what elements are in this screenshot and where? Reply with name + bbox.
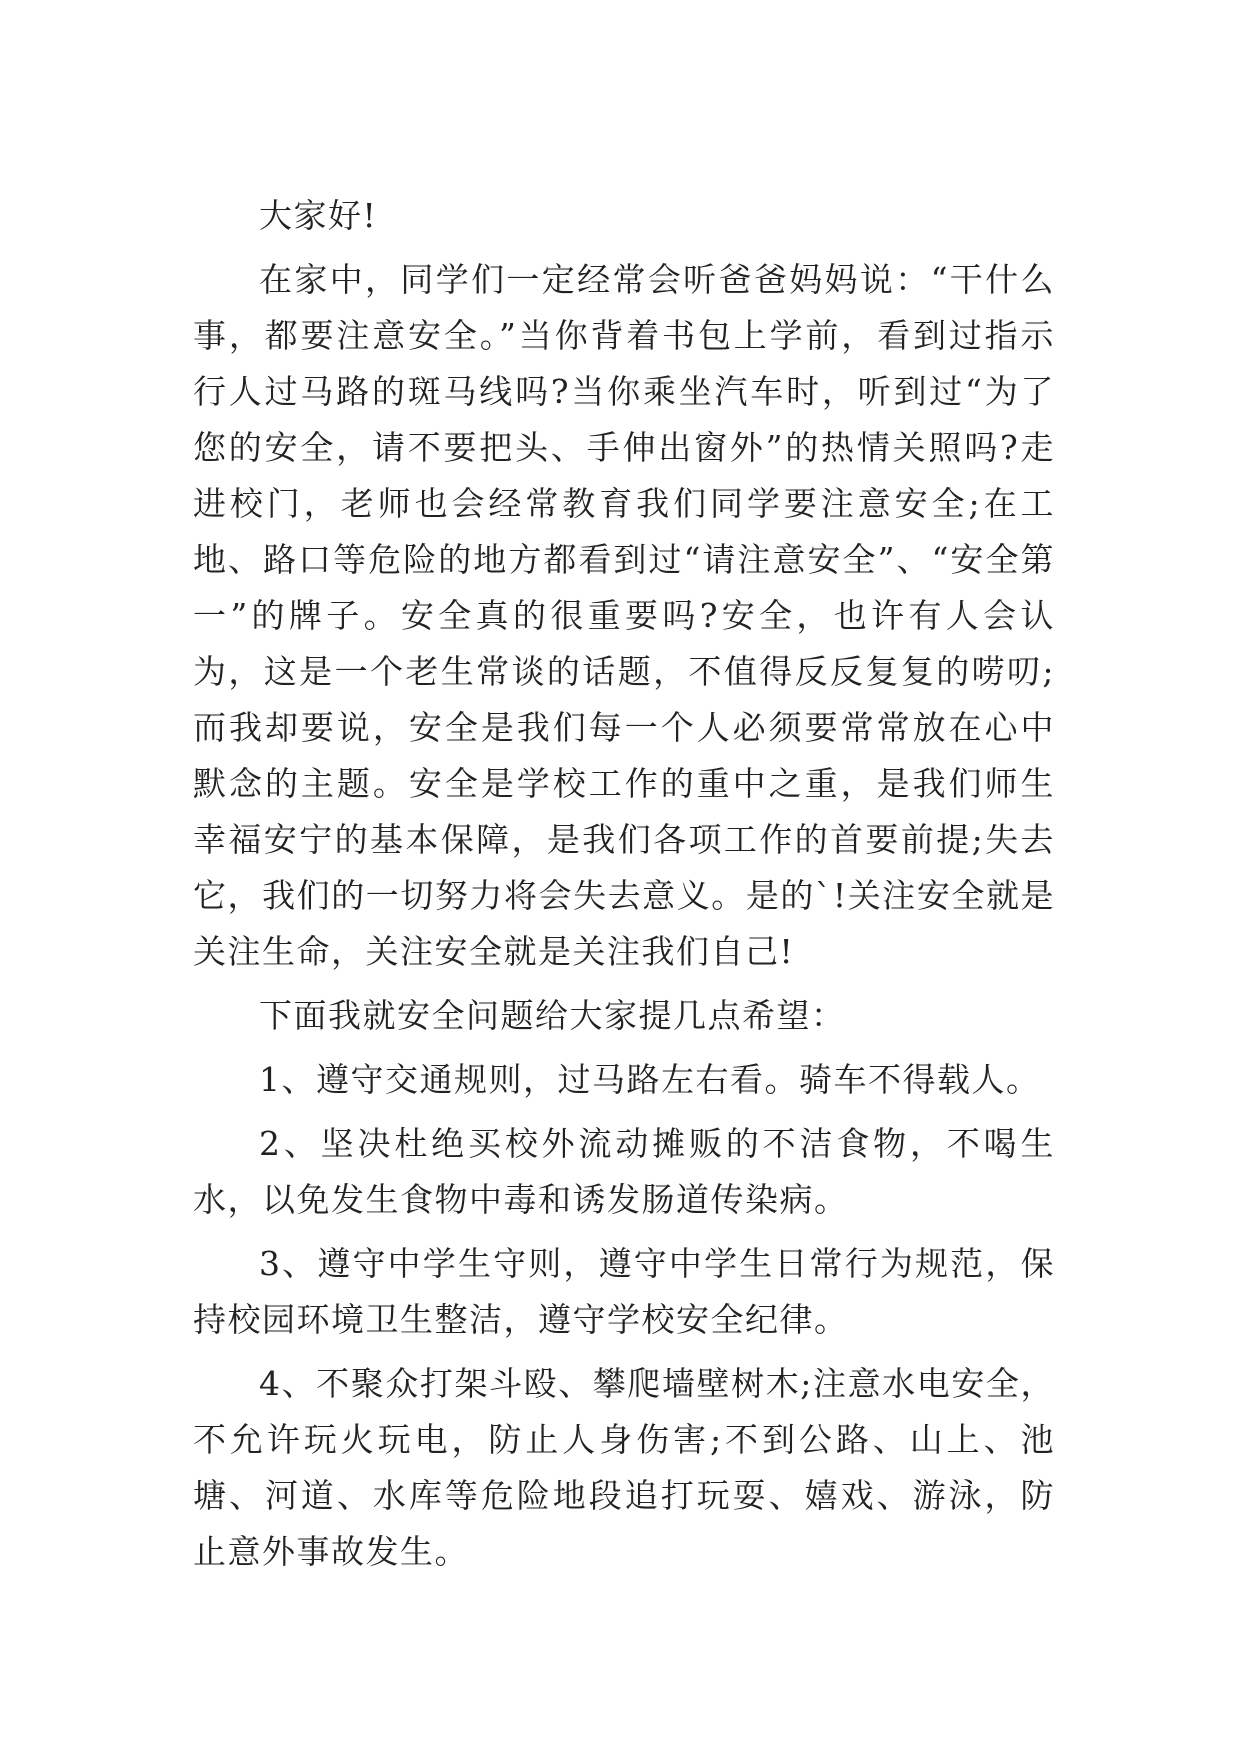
paragraph-item-3: 3、遵守中学生守则，遵守中学生日常行为规范，保持校园环境卫生整洁，遵守学校安全纪律。 [193, 1244, 1055, 1339]
paragraph-intro: 在家中，同学们一定经常会听爸爸妈妈说：“干什么事，都要注意安全。”当你背着书包上学前，看到过指示行人过马路的斑马线吗?当你乘坐汽车时，听到过“为了您的安全，请不要把头、手伸出窗外”的热情关照吗?走进校门，老师也会经常教育我们同学要注意安全;在工地、路口等危险的地方都看到过“请注意安全”、“安全第一”的牌子。安全真的很重要吗?安全，也许有人会认为，这是一个老生常谈的话题，不值得反反复复的唠叨;而我却要说，安全是我们每一个人必须要常常放在心中默念的主题。安全是学校工作的重中之重，是我们师生幸福安宁的基本保障，是我们各项工作的首要前提;失去它，我们的一切努力将会失去意义。是的`!关注安全就是关注生命，关注安全就是关注我们自己! [193, 260, 1055, 971]
paragraph-hopes-intro: 下面我就安全问题给大家提几点希望： [259, 996, 846, 1035]
paragraph-item-2: 2、坚决杜绝买校外流动摊贩的不洁食物，不喝生水，以免发生食物中毒和诱发肠道传染病。 [193, 1124, 1055, 1219]
greeting: 大家好! [259, 196, 378, 235]
document-body [193, 188, 1055, 1580]
paragraph-item-1: 1、遵守交通规则，过马路左右看。骑车不得载人。 [259, 1060, 1041, 1099]
paragraph-item-4: 4、不聚众打架斗殴、攀爬墙壁树木;注意水电安全，不允许玩火玩电，防止人身伤害;不到公路、山上、池塘、河道、水库等危险地段追打玩耍、嬉戏、游泳，防止意外事故发生。 [193, 1364, 1055, 1571]
